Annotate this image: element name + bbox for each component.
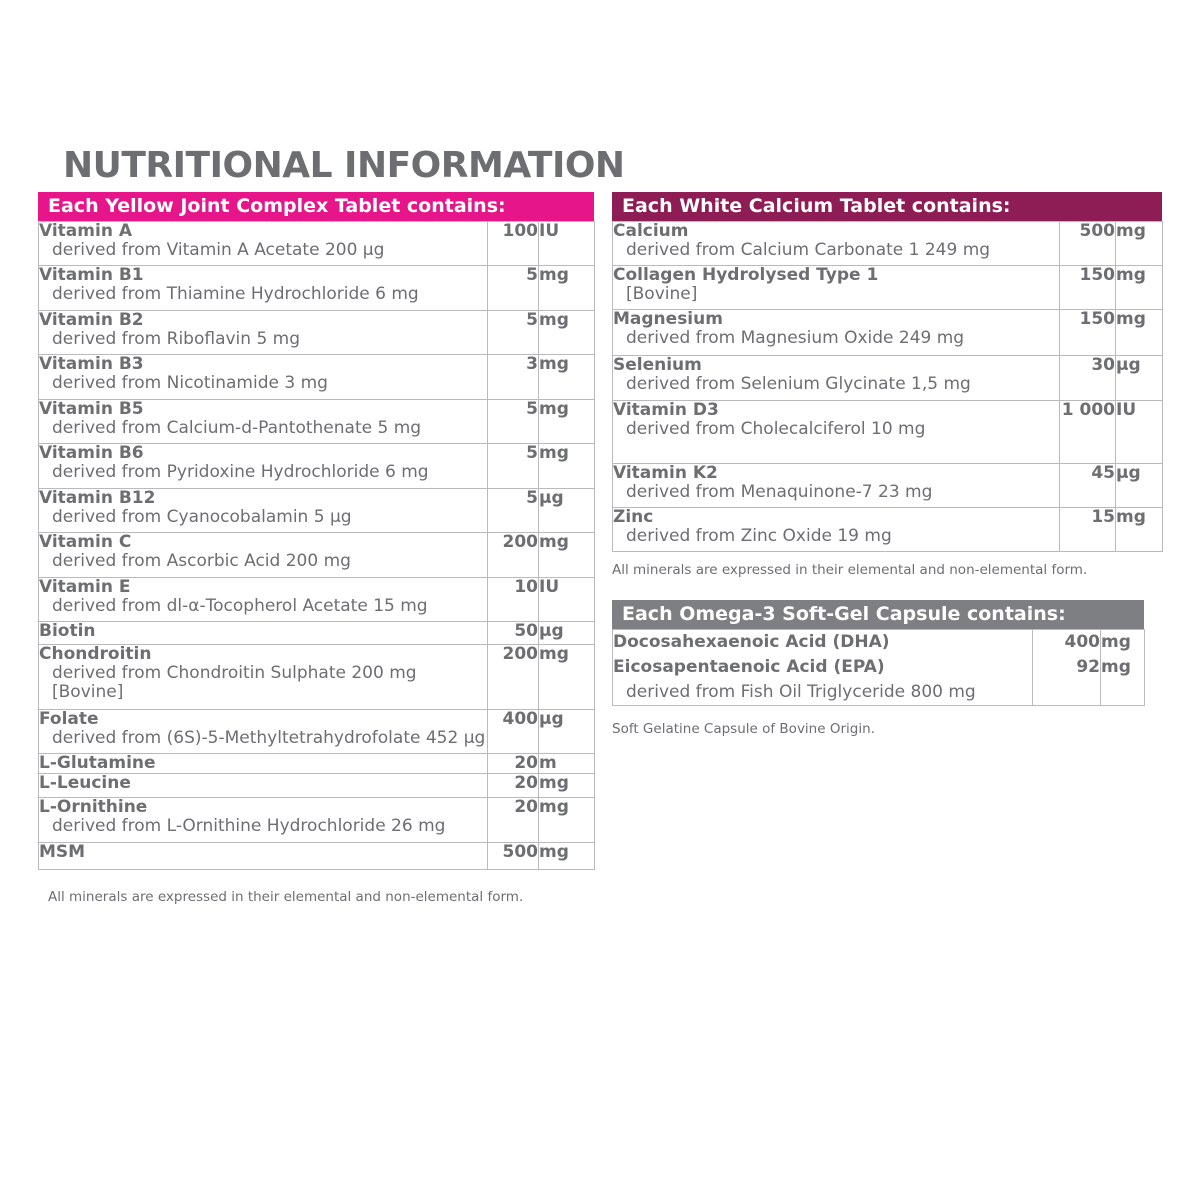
nutrient-amount: 200 xyxy=(488,645,539,710)
nutrient-unit: mg xyxy=(539,645,595,710)
nutrient-source: derived from Vitamin A Acetate 200 µg xyxy=(52,240,385,260)
nutrient-name: Vitamin A xyxy=(39,221,133,241)
nutrient-row xyxy=(613,310,1163,356)
white-tablet-panel xyxy=(612,192,1162,552)
nutrient-name-cell xyxy=(39,622,488,645)
yellow-tablet-table xyxy=(38,221,595,870)
nutrient-name-cell xyxy=(39,533,488,578)
nutrient-row xyxy=(613,401,1163,464)
nutrient-unit: mg xyxy=(539,266,595,311)
nutrient-amount: 5 xyxy=(488,266,539,311)
nutrient-name-cell xyxy=(39,774,488,798)
nutrient-source: derived from L-Ornithine Hydrochloride 26 mg xyxy=(52,816,446,836)
nutrient-source: derived from (6S)-5-Methyltetrahydrofolate 452 µg xyxy=(52,728,486,748)
omega-capsule-table xyxy=(612,629,1145,706)
nutrient-source: derived from Thiamine Hydrochloride 6 mg xyxy=(52,284,419,304)
nutrient-name-cell xyxy=(613,222,1060,266)
nutrient-amount: 1 000 xyxy=(1060,401,1116,464)
omega-dha-unit: mg xyxy=(1101,632,1131,652)
nutrient-source: derived from Selenium Glycinate 1,5 mg xyxy=(626,374,971,394)
nutrient-row xyxy=(39,266,595,311)
nutrient-amount: 100 xyxy=(488,222,539,266)
nutrient-row xyxy=(39,798,595,843)
nutrient-name-cell xyxy=(613,310,1060,356)
nutrient-amount: 5 xyxy=(488,444,539,489)
nutrient-unit: mg xyxy=(539,311,595,355)
nutrient-name-cell xyxy=(613,464,1060,508)
nutrient-unit: mg xyxy=(539,843,595,870)
nutrient-row xyxy=(613,266,1163,310)
nutrient-amount: 5 xyxy=(488,311,539,355)
yellow-tablet-panel xyxy=(38,192,594,870)
nutrient-row xyxy=(39,400,595,444)
nutrient-name: Magnesium xyxy=(613,309,723,329)
nutrient-source: derived from Magnesium Oxide 249 mg xyxy=(626,328,965,348)
nutrient-row xyxy=(39,222,595,266)
nutrient-amount: 50 xyxy=(488,622,539,645)
nutrient-name-cell xyxy=(613,356,1060,401)
nutrient-name: Calcium xyxy=(613,221,689,241)
nutrient-unit: mg xyxy=(539,355,595,400)
omega-units-cell xyxy=(1101,630,1145,706)
omega-dha-value: 400 xyxy=(1064,632,1100,652)
nutrient-unit: m xyxy=(539,754,595,774)
nutrient-name-cell xyxy=(39,578,488,622)
omega-dha-name: Docosahexaenoic Acid (DHA) xyxy=(613,632,890,652)
nutrient-name: L-Glutamine xyxy=(39,753,156,773)
nutrient-amount: 150 xyxy=(1060,310,1116,356)
nutrient-unit: mg xyxy=(539,444,595,489)
nutrient-name: Vitamin K2 xyxy=(613,463,718,483)
nutrient-row xyxy=(39,774,595,798)
nutrient-unit: IU xyxy=(1116,401,1163,464)
nutrient-name: Chondroitin xyxy=(39,644,152,664)
nutrient-name: Vitamin B6 xyxy=(39,443,144,463)
nutrient-name-cell xyxy=(39,489,488,533)
nutrient-amount: 20 xyxy=(488,798,539,843)
omega-epa-value: 92 xyxy=(1076,657,1100,677)
nutrient-amount: 3 xyxy=(488,355,539,400)
omega-capsule-panel xyxy=(612,600,1144,706)
nutrient-name: Vitamin B2 xyxy=(39,310,144,330)
nutrient-name-cell xyxy=(39,645,488,710)
nutrient-row xyxy=(39,754,595,774)
nutrient-source: derived from Cholecalciferol 10 mg xyxy=(626,419,926,439)
nutrient-unit: IU xyxy=(539,222,595,266)
yellow-tablet-footnote: All minerals are expressed in their elemental and non-elemental form. xyxy=(48,889,524,905)
nutrient-source: derived from Riboflavin 5 mg xyxy=(52,329,301,349)
nutrient-row xyxy=(39,645,595,710)
white-tablet-footnote: All minerals are expressed in their elemental and non-elemental form. xyxy=(612,562,1088,578)
nutrient-name-cell xyxy=(39,444,488,489)
nutrient-unit: mg xyxy=(1116,222,1163,266)
omega-epa-name: Eicosapentaenoic Acid (EPA) xyxy=(613,657,885,677)
nutrient-row xyxy=(39,355,595,400)
nutrient-amount: 500 xyxy=(488,843,539,870)
nutrient-name: Vitamin B5 xyxy=(39,399,144,419)
nutrient-row xyxy=(39,311,595,355)
nutrient-row xyxy=(39,843,595,870)
omega-values-cell xyxy=(1033,630,1101,706)
nutrient-name-cell xyxy=(39,798,488,843)
nutrient-source: derived from Cyanocobalamin 5 µg xyxy=(52,507,352,527)
nutrient-name: Vitamin C xyxy=(39,532,132,552)
nutrient-amount: 20 xyxy=(488,774,539,798)
nutrient-name: Folate xyxy=(39,709,99,729)
nutrient-unit: µg xyxy=(539,622,595,645)
nutrient-source: derived from Chondroitin Sulphate 200 mg xyxy=(52,663,417,683)
omega-capsule-header: Each Omega-3 Soft-Gel Capsule contains: xyxy=(612,600,1144,629)
yellow-tablet-header: Each Yellow Joint Complex Tablet contains: xyxy=(38,192,594,221)
nutrient-name-cell xyxy=(613,508,1060,552)
nutrient-amount: 200 xyxy=(488,533,539,578)
nutrient-amount: 15 xyxy=(1060,508,1116,552)
nutrient-name: Collagen Hydrolysed Type 1 xyxy=(613,265,879,285)
nutrient-name-cell xyxy=(39,754,488,774)
nutrient-unit: mg xyxy=(1116,508,1163,552)
nutrient-source: derived from Nicotinamide 3 mg xyxy=(52,373,328,393)
nutrient-source: [Bovine] xyxy=(626,284,698,304)
nutrient-row xyxy=(613,356,1163,401)
nutrient-source: derived from dl-α-Tocopherol Acetate 15 mg xyxy=(52,596,428,616)
nutrient-unit: µg xyxy=(539,489,595,533)
nutrient-source: derived from Calcium Carbonate 1 249 mg xyxy=(626,240,991,260)
nutrient-amount: 5 xyxy=(488,489,539,533)
nutrient-name-cell xyxy=(39,843,488,870)
omega-row xyxy=(613,630,1145,706)
nutrient-name-cell xyxy=(39,266,488,311)
nutrient-source: derived from Pyridoxine Hydrochloride 6 mg xyxy=(52,462,429,482)
nutrient-name-cell xyxy=(39,222,488,266)
nutrient-name-cell xyxy=(39,400,488,444)
nutrient-unit: mg xyxy=(1116,266,1163,310)
nutrient-name-cell xyxy=(39,710,488,754)
nutrient-row xyxy=(39,533,595,578)
nutrient-name: Vitamin B1 xyxy=(39,265,144,285)
nutrient-row xyxy=(39,489,595,533)
nutrient-amount: 10 xyxy=(488,578,539,622)
nutrient-row xyxy=(613,508,1163,552)
nutrient-name: L-Leucine xyxy=(39,773,131,793)
nutrient-unit: µg xyxy=(539,710,595,754)
nutrient-unit: µg xyxy=(1116,464,1163,508)
omega-capsule-footnote: Soft Gelatine Capsule of Bovine Origin. xyxy=(612,721,875,737)
nutrient-row xyxy=(613,222,1163,266)
nutrient-amount: 500 xyxy=(1060,222,1116,266)
nutrient-name: Vitamin B3 xyxy=(39,354,144,374)
nutrient-name-cell xyxy=(39,311,488,355)
nutrient-amount: 45 xyxy=(1060,464,1116,508)
nutrient-row xyxy=(613,464,1163,508)
nutrient-unit: mg xyxy=(1116,310,1163,356)
nutrient-unit: mg xyxy=(539,774,595,798)
nutrient-name-cell xyxy=(39,355,488,400)
nutrient-amount: 30 xyxy=(1060,356,1116,401)
nutrient-name: Vitamin B12 xyxy=(39,488,156,508)
nutrient-unit: µg xyxy=(1116,356,1163,401)
nutrient-source: [Bovine] xyxy=(52,682,124,702)
nutrient-name: Zinc xyxy=(613,507,654,527)
nutrient-amount: 5 xyxy=(488,400,539,444)
nutrient-amount: 20 xyxy=(488,754,539,774)
nutrient-name: Vitamin D3 xyxy=(613,400,719,420)
nutrient-row xyxy=(39,444,595,489)
page-title: NUTRITIONAL INFORMATION xyxy=(63,145,625,186)
nutrient-source: derived from Ascorbic Acid 200 mg xyxy=(52,551,351,571)
nutrient-unit: mg xyxy=(539,400,595,444)
omega-names-cell xyxy=(613,630,1033,706)
white-tablet-table xyxy=(612,221,1163,552)
nutrient-name: Vitamin E xyxy=(39,577,131,597)
nutrient-row xyxy=(39,578,595,622)
nutrient-unit: mg xyxy=(539,798,595,843)
omega-desc: derived from Fish Oil Triglyceride 800 mg xyxy=(626,682,976,702)
nutrient-amount: 150 xyxy=(1060,266,1116,310)
nutrient-name: Biotin xyxy=(39,621,96,641)
nutrient-unit: IU xyxy=(539,578,595,622)
nutrient-name-cell xyxy=(613,266,1060,310)
nutrient-name: MSM xyxy=(39,842,86,862)
nutrient-unit: mg xyxy=(539,533,595,578)
omega-epa-unit: mg xyxy=(1101,657,1131,677)
nutrient-name: Selenium xyxy=(613,355,702,375)
nutrient-name: L-Ornithine xyxy=(39,797,148,817)
nutrient-row xyxy=(39,622,595,645)
nutrient-source: derived from Menaquinone-7 23 mg xyxy=(626,482,933,502)
nutrient-row xyxy=(39,710,595,754)
nutrient-source: derived from Zinc Oxide 19 mg xyxy=(626,526,892,546)
nutrient-name-cell xyxy=(613,401,1060,464)
nutrient-amount: 400 xyxy=(488,710,539,754)
white-tablet-header: Each White Calcium Tablet contains: xyxy=(612,192,1162,221)
nutrient-source: derived from Calcium-d-Pantothenate 5 mg xyxy=(52,418,422,438)
